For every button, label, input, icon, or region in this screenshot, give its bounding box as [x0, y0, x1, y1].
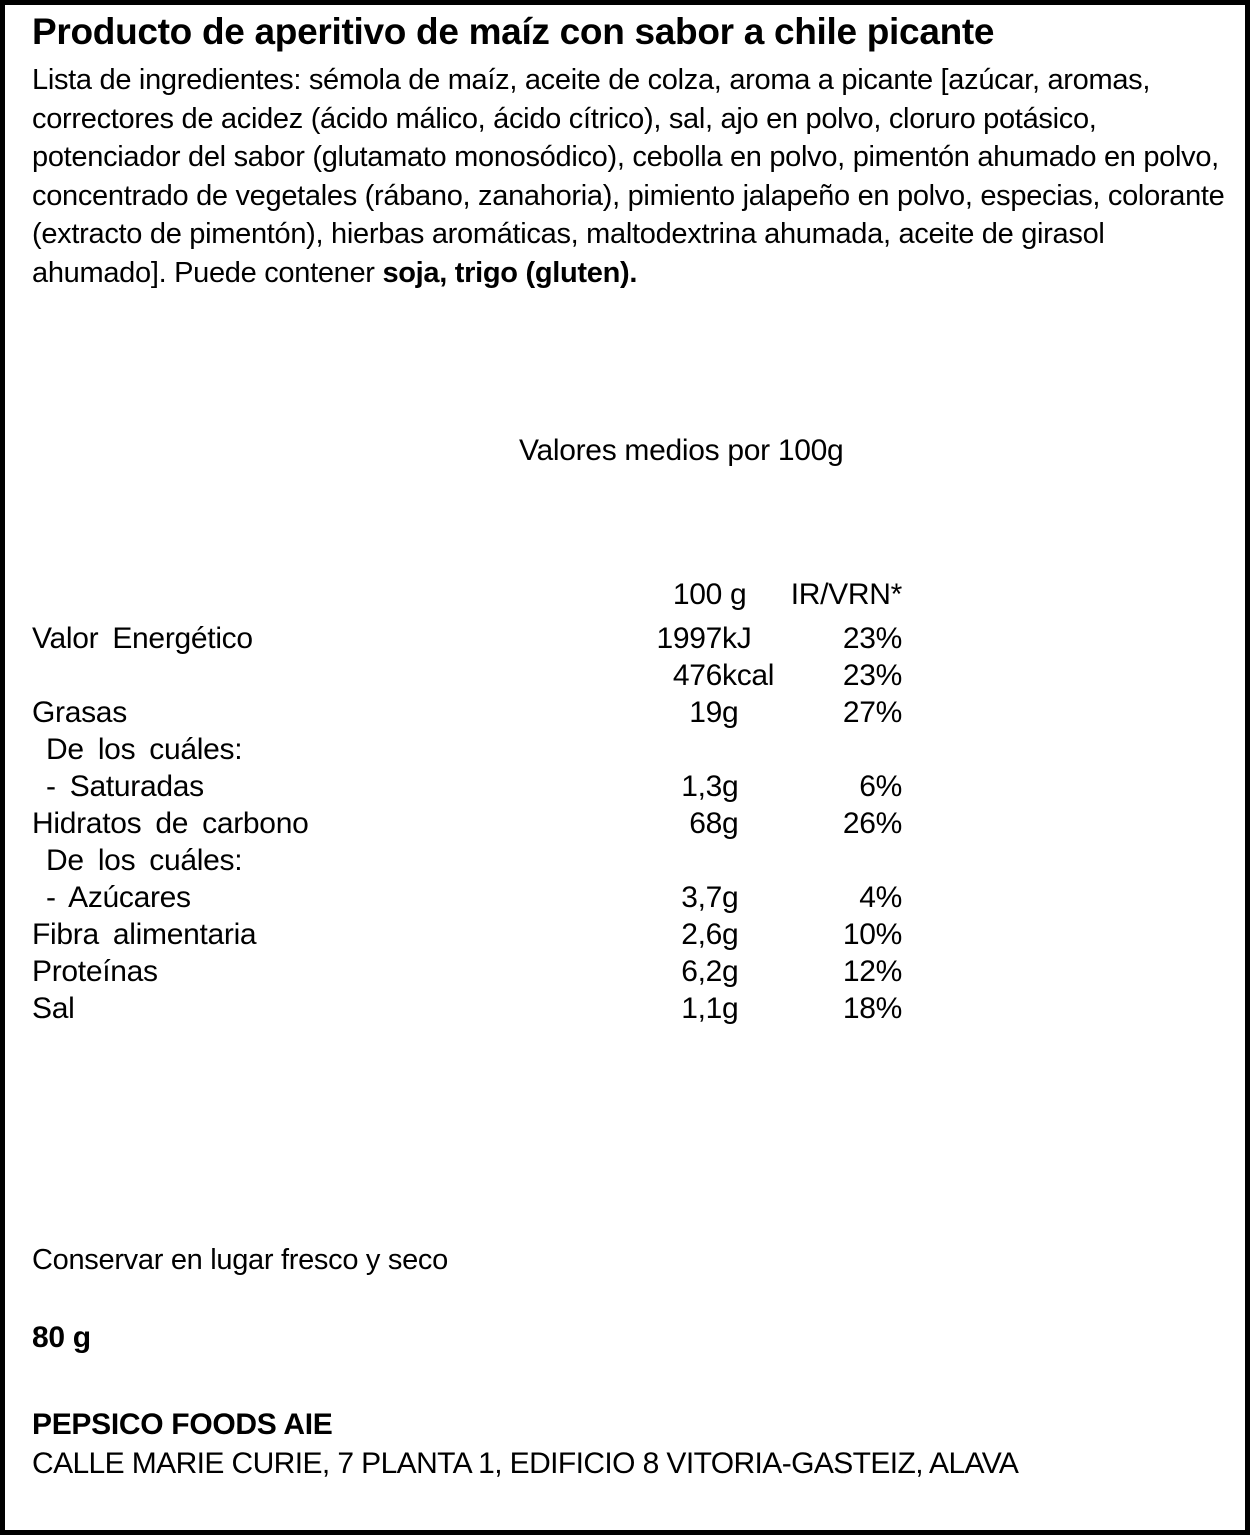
ingredients-text: Lista de ingredientes: sémola de maíz, aceite de colza, aroma a picante [azúcar, aromas, correctores de acidez (ácido málico, ácido cítrico), sal, ajo en polvo, cloruro potásico, potenciador del sabor (glutamato monosódico), cebolla en polvo, pimentón ahumado en polvo, concentrado de vegetales (rábano, zanahoria), pimiento jalapeño en polvo, especias, colorante (extracto de pimentón), hierbas aromáticas, maltodextrina ahumada, aceite de girasol ahumado]. Puede contener [32, 64, 1225, 289]
storage-instructions: Conservar en lugar fresco y seco [32, 1244, 448, 1276]
row-unit: kcal [722, 659, 775, 692]
nutrition-table-header [32, 576, 902, 613]
row-percent [785, 842, 902, 879]
row-amount: 3,7 [681, 881, 722, 914]
row-percent: 18% [842, 992, 902, 1025]
nutrition-table [32, 576, 902, 1027]
row-percent: 23% [842, 622, 902, 655]
table-row-protein [32, 953, 902, 990]
row-unit: g [722, 992, 739, 1025]
row-percent: 26% [842, 807, 902, 840]
table-row-energy-kj [32, 620, 902, 657]
header-amount: 100 [672, 578, 722, 611]
row-amount [645, 842, 722, 879]
row-unit: g [722, 696, 739, 729]
row-label: Fibra alimentaria [32, 918, 257, 951]
header-unit: g [730, 578, 747, 611]
ingredients-paragraph [32, 61, 1227, 292]
manufacturer-name: PEPSICO FOODS AIE [32, 1408, 333, 1441]
table-row-of-which-carbs [32, 842, 902, 879]
row-percent: 6% [859, 770, 902, 803]
row-amount [645, 731, 722, 768]
row-label: Grasas [32, 696, 127, 729]
nutrition-heading: Valores medios por 100g [519, 434, 844, 467]
row-unit [722, 731, 785, 768]
table-row-carbohydrate [32, 805, 902, 842]
row-amount: 19 [689, 696, 722, 729]
row-percent [785, 731, 902, 768]
row-label: Sal [32, 992, 75, 1025]
row-amount: 6,2 [681, 955, 722, 988]
row-amount: 2,6 [681, 918, 722, 951]
table-row-saturates [32, 768, 902, 805]
row-label [32, 657, 645, 694]
net-weight: 80 g [32, 1321, 91, 1354]
row-label: De los cuáles: [32, 733, 243, 766]
product-title: Producto de aperitivo de maíz con sabor a chile picante [32, 11, 995, 52]
row-label: - Saturadas [32, 770, 204, 803]
row-label: Hidratos de carbono [32, 807, 309, 840]
header-reference: IR/VRN* [790, 578, 902, 611]
row-percent: 4% [859, 881, 902, 914]
row-unit: g [722, 918, 739, 951]
row-amount: 1997 [656, 622, 722, 655]
manufacturer-block [32, 1406, 1018, 1483]
row-percent: 27% [842, 696, 902, 729]
table-row-fat [32, 694, 902, 731]
header-label [32, 576, 645, 613]
row-amount: 1,3 [681, 770, 722, 803]
row-amount: 1,1 [681, 992, 722, 1025]
row-unit: kJ [722, 622, 752, 655]
row-amount: 68 [689, 807, 722, 840]
row-unit [722, 842, 785, 879]
row-amount: 476 [672, 659, 722, 692]
row-unit: g [722, 807, 739, 840]
allergens-text: soja, trigo (gluten). [382, 256, 638, 289]
row-percent: 23% [842, 659, 902, 692]
row-percent: 12% [842, 955, 902, 988]
manufacturer-address: CALLE MARIE CURIE, 7 PLANTA 1, EDIFICIO 8 VITORIA-GASTEIZ, ALAVA [32, 1446, 1019, 1480]
table-row-of-which-fat [32, 731, 902, 768]
row-unit: g [722, 770, 739, 803]
row-unit: g [722, 955, 739, 988]
row-percent: 10% [842, 918, 902, 951]
row-label: - Azúcares [32, 881, 191, 914]
row-label: Proteínas [32, 955, 158, 988]
table-row-fibre [32, 916, 902, 953]
table-row-salt [32, 990, 902, 1027]
row-label: Valor Energético [32, 622, 253, 655]
table-row-sugars [32, 879, 902, 916]
row-label: De los cuáles: [32, 844, 243, 877]
table-row-energy-kcal [32, 657, 902, 694]
row-unit: g [722, 881, 739, 914]
